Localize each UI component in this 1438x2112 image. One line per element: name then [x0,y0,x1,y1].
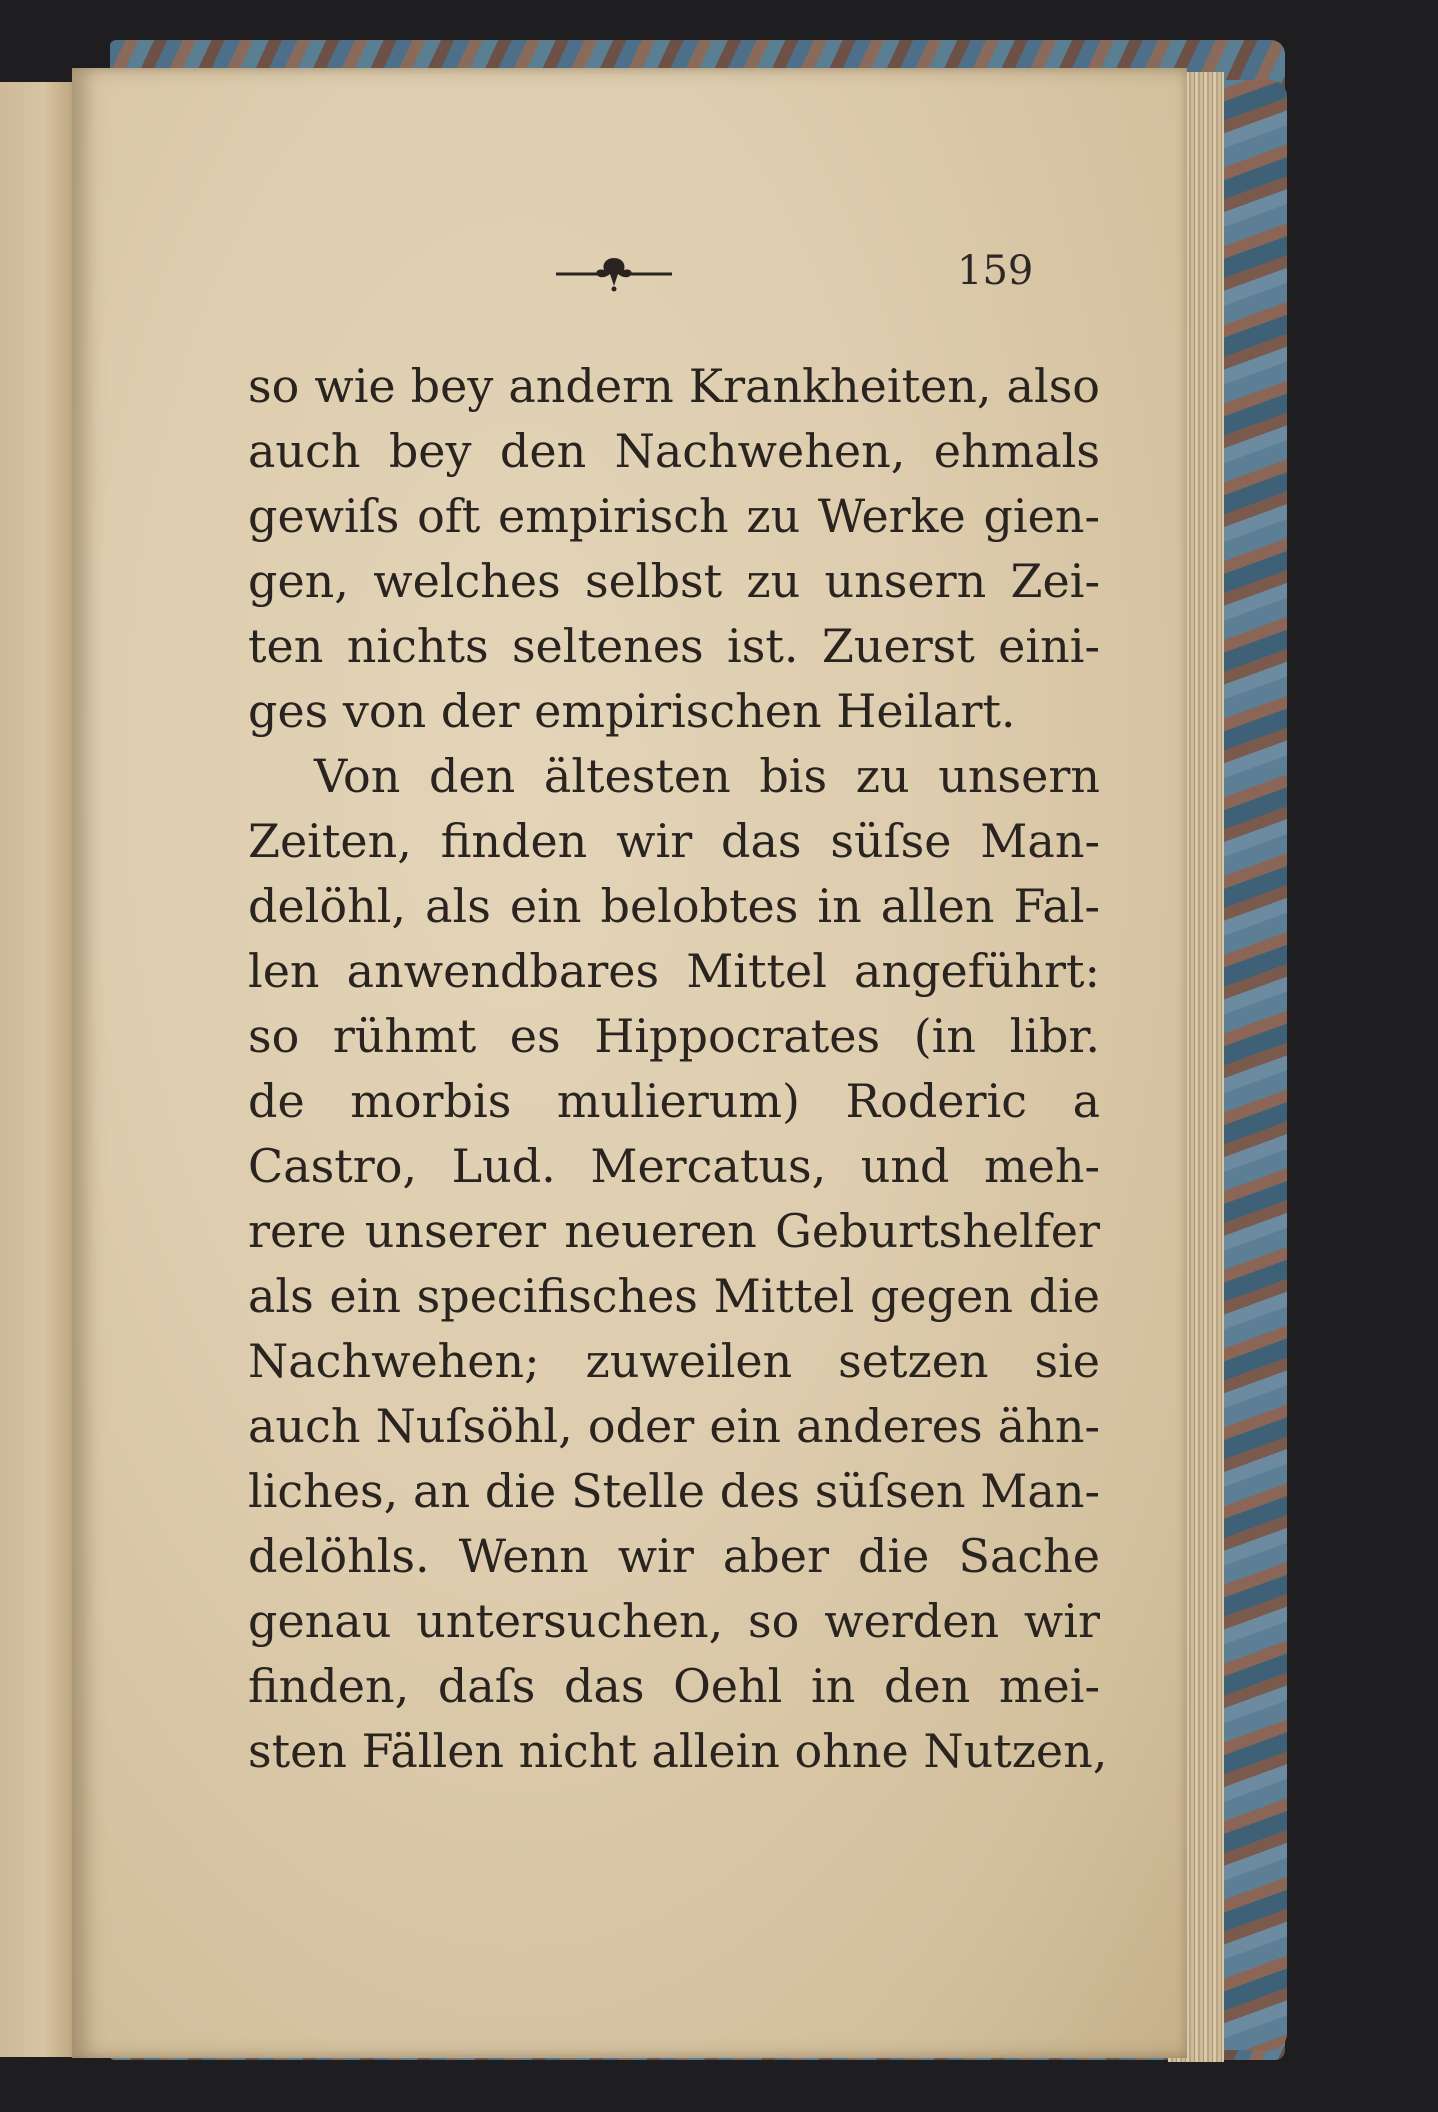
previous-page-edge [0,82,80,2057]
text-line: sten Fällen nicht allein ohne Nutzen, [248,1724,1108,1778]
text-line: gen, welches selbst zu unsern Zei- [248,554,1100,608]
text-line: ges von der empirischen Heilart. [248,684,1016,738]
text-line: rere unserer neueren Geburtshelfer [248,1204,1100,1258]
text-line: delöhl, als ein belobtes in allen Fal- [248,879,1100,933]
text-line: so rühmt es Hippocrates (in libr. [248,1009,1100,1063]
text-line: Zeiten, finden wir das süſse Man- [248,814,1100,868]
text-line: genau untersuchen, so werden wir [248,1594,1100,1648]
text-line: auch bey den Nachwehen, ehmals [248,424,1100,478]
text-line: delöhls. Wenn wir aber die Sache [248,1529,1100,1583]
page-number: 159 [957,248,1034,294]
text-line: liches, an die Stelle des süſsen Man- [248,1464,1100,1518]
text-line: len anwendbares Mittel angeführt: [248,944,1100,998]
text-line: Nachwehen; zuweilen setzen sie [248,1334,1100,1388]
fleuron-ornament-icon [554,252,674,292]
text-line: ten nichts seltenes ist. Zuerst eini- [248,619,1100,673]
text-line: finden, daſs das Oehl in den mei- [248,1659,1100,1713]
text-line: Von den ältesten bis zu unsern [314,749,1100,803]
text-line: Castro, Lud. Mercatus, und meh- [248,1139,1100,1193]
text-line: gewiſs oft empirisch zu Werke gien- [248,489,1100,543]
text-line: auch Nuſsöhl, oder ein anderes ähn- [248,1399,1100,1453]
book-page [72,68,1187,2058]
page-text [248,354,1108,1784]
text-line: so wie bey andern Krankheiten, also [248,359,1100,413]
text-line: de morbis mulierum) Roderic a [248,1074,1100,1128]
text-line: als ein specifisches Mittel gegen die [248,1269,1100,1323]
